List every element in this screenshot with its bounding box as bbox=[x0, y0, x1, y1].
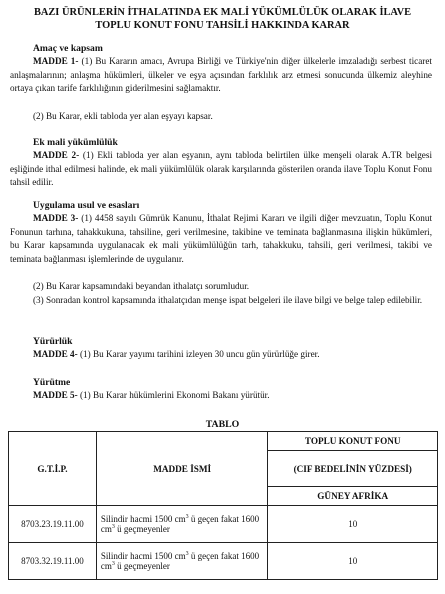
madde-1-text: (1) Bu Kararın amacı, Avrupa Birliği ve Türkiye'nin diğer ülkelerle imzaladığı serbest ticaret anlaşmalarının; anlaşma hükümleri, ülkeler ve eşya açısından farklılık arz etmesi sonucunda ülkemiz aleyhine ortaya çıkan tarife farklılığının giderilmesini sağlamaktır. bbox=[10, 56, 432, 94]
tariff-table bbox=[8, 431, 438, 580]
section-heading-uygulama: Uygulama usul ve esasları bbox=[33, 200, 140, 211]
table-row bbox=[9, 543, 438, 580]
madde-2-label: MADDE 2- bbox=[33, 150, 80, 160]
title-line-1: BAZI ÜRÜNLERİN İTHALATINDA EK MALİ YÜKÜMLÜLÜK OLARAK İLAVE bbox=[33, 7, 412, 18]
madde-4-paragraph-1 bbox=[10, 348, 432, 362]
row-1-madde: Silindir hacmi 1500 $cm^3$ ü geçen fakat 1600 $cm^3$ ü geçmeyenler bbox=[96, 506, 268, 543]
row-2-madde: Silindir hacmi 1500 $cm^3$ ü geçen fakat 1600 $cm^3$ ü geçmeyenler bbox=[96, 543, 268, 580]
madde-3-paragraph-2: (2) Bu Karar kapsamındaki beyandan ithalatçı sorumludur. bbox=[33, 281, 250, 291]
madde-4-label: MADDE 4- bbox=[33, 349, 78, 359]
title-line-2: TOPLU KONUT FONU TAHSİLİ HAKKINDA KARAR bbox=[95, 20, 350, 31]
row-1-value: 10 bbox=[268, 506, 438, 543]
row-2-value: 10 bbox=[268, 543, 438, 580]
madde-1-label: MADDE 1- bbox=[33, 56, 79, 66]
document-title bbox=[10, 6, 435, 32]
row-1-gtip: 8703.23.19.11.00 bbox=[9, 506, 97, 543]
madde-1-paragraph-2: (2) Bu Karar, ekli tabloda yer alan eşyayı kapsar. bbox=[33, 111, 213, 121]
section-heading-amac: Amaç ve kapsam bbox=[33, 43, 103, 54]
header-cif-bedeli: (CIF BEDELİNİN YÜZDESİ) bbox=[268, 451, 438, 487]
header-toplu-konut-fonu: TOPLU KONUT FONU bbox=[268, 432, 438, 451]
table-row bbox=[9, 506, 438, 543]
madde-5-label: MADDE 5- bbox=[33, 390, 78, 400]
section-heading-yururluk: Yürürlük bbox=[33, 336, 73, 347]
madde-3-paragraph-3: (3) Sonradan kontrol kapsamında ithalatçıdan menşe ispat belgeleri ile ilave bilgi ve belge talep edilebilir. bbox=[33, 295, 423, 305]
madde-5-text: (1) Bu Karar hükümlerini Ekonomi Bakanı yürütür. bbox=[77, 390, 270, 400]
row-2-gtip: 8703.32.19.11.00 bbox=[9, 543, 97, 580]
header-guney-afrika: GÜNEY AFRİKA bbox=[268, 487, 438, 506]
madde-2-text: (1) Ekli tabloda yer alan eşyanın, aynı tabloda belirtilen ülke menşeli olarak A.TR belgesi eşliğinde ithal edilmesi halinde, ek mali yükümlülük olarak karşılarında gösterilen oranda ilave Toplu Konut Fonu tahsil edilir. bbox=[10, 150, 433, 188]
header-gtip: G.T.İ.P. bbox=[9, 432, 97, 506]
madde-1-paragraph-1 bbox=[10, 55, 432, 96]
table-caption: TABLO bbox=[205, 419, 240, 430]
madde-3-label: MADDE 3- bbox=[33, 213, 79, 223]
madde-5-paragraph-1 bbox=[10, 389, 432, 403]
madde-2-paragraph-1 bbox=[10, 149, 432, 190]
madde-3-text: (1) 4458 sayılı Gümrük Kanunu, İthalat Rejimi Kararı ve ilgili diğer mevzuatın, Toplu Konut Fonunun tarhına, tahakkukuna, tahsiline, geri verilmesine, takibine ve teminata bağlanmasına ilişkin hükümleri, bu Karar kapsamında uygulanacak ek mali yükümlülüğün tarh, tahakkuku, tahsili, geri verilmesi, takibi ve teminata bağlanması işlemlerinde de uygulanır. bbox=[10, 213, 433, 264]
header-madde-ismi: MADDE İSMİ bbox=[96, 432, 268, 506]
section-heading-ek-mali: Ek mali yükümlülük bbox=[33, 137, 118, 148]
madde-3-paragraph-1 bbox=[10, 212, 432, 266]
madde-4-text: (1) Bu Karar yayımı tarihini izleyen 30 uncu gün yürürlüğe girer. bbox=[77, 349, 320, 359]
section-heading-yurutme: Yürütme bbox=[33, 377, 71, 388]
